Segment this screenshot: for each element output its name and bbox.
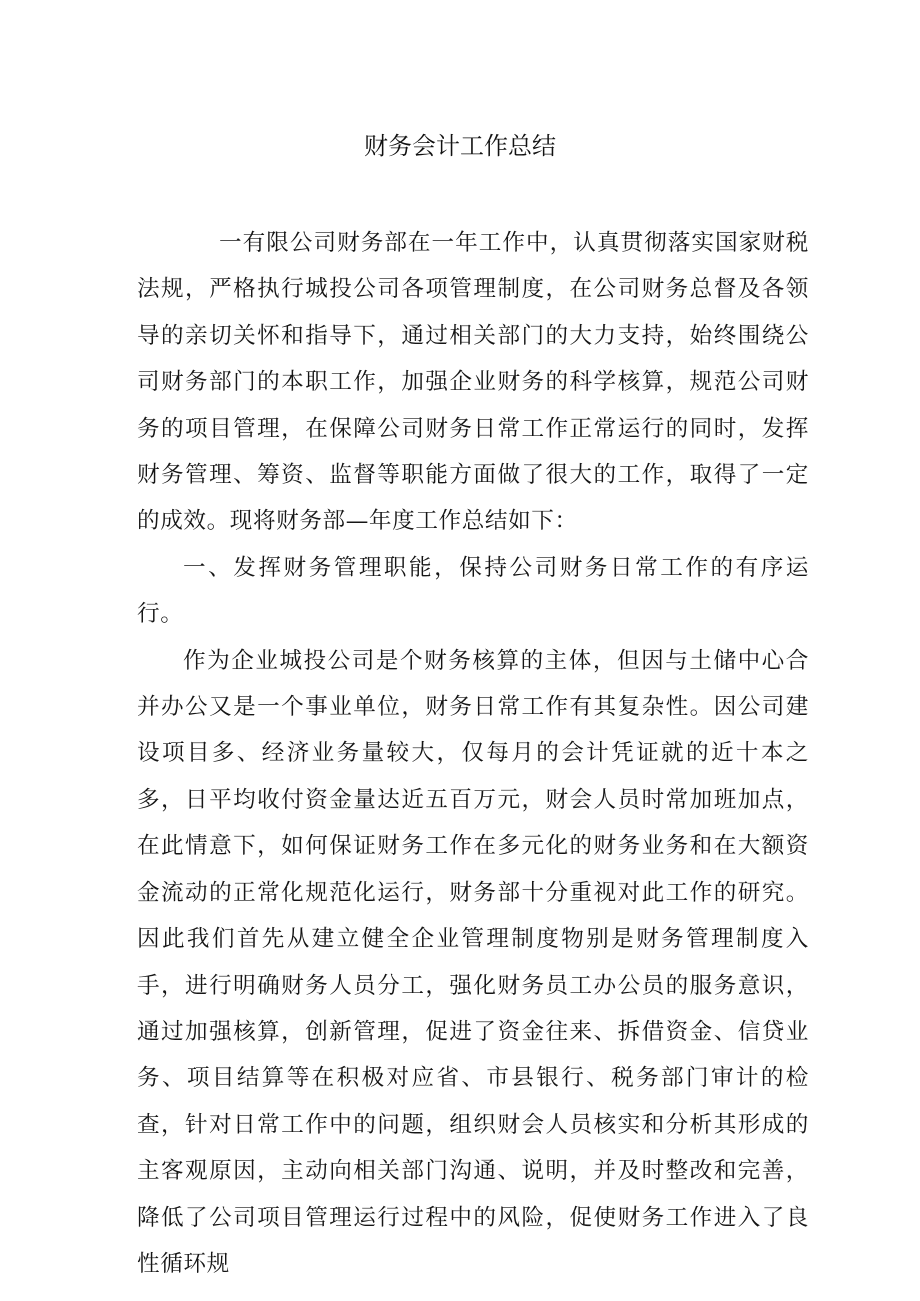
paragraph-intro: 一有限公司财务部在一年工作中，认真贯彻落实国家财税法规，严格执行城投公司各项管理制度，在公司财务总督及各领导的亲切关怀和指导下，通过相关部门的大力支持，始终围绕公司财务部门的本职工作，加强企业财务的科学核算，规范公司财务的项目管理，在保障公司财务日常工作正常运行的同时，发挥财务管理、筹资、监督等职能方面做了很大的工作，取得了一定的成效。现将财务部—年度工作总结如下：	[137, 230, 809, 535]
section-heading-1: 一、发挥财务管理职能，保持公司财务日常工作的有序运行。	[137, 554, 809, 628]
document-title: 财务会计工作总结	[364, 132, 556, 160]
document-body	[137, 220, 809, 1287]
paragraph-section-1: 作为企业城投公司是个财务核算的主体，但因与土储中心合并办公又是一个事业单位，财务日常工作有其复杂性。因公司建设项目多、经济业务量较大，仅每月的会计凭证就的近十本之多，日平均收付资金量达近五百万元，财会人员时常加班加点，在此情意下，如何保证财务工作在多元化的财务业务和在大额资金流动的正常化规范化运行，财务部十分重视对此工作的研究。因此我们首先从建立健全企业管理制度物别是财务管理制度入手，进行明确财务人员分工，强化财务员工办公员的服务意识，通过加强核算，创新管理，促进了资金往来、拆借资金、信贷业务、项目结算等在积极对应省、市县银行、税务部门审计的检查，针对日常工作中的问题，组织财会人员核实和分析其形成的主客观原因，主动向相关部门沟通、说明，并及时整改和完善，降低了公司项目管理运行过程中的风险，促使财务工作进入了良性循环规	[137, 647, 809, 1277]
